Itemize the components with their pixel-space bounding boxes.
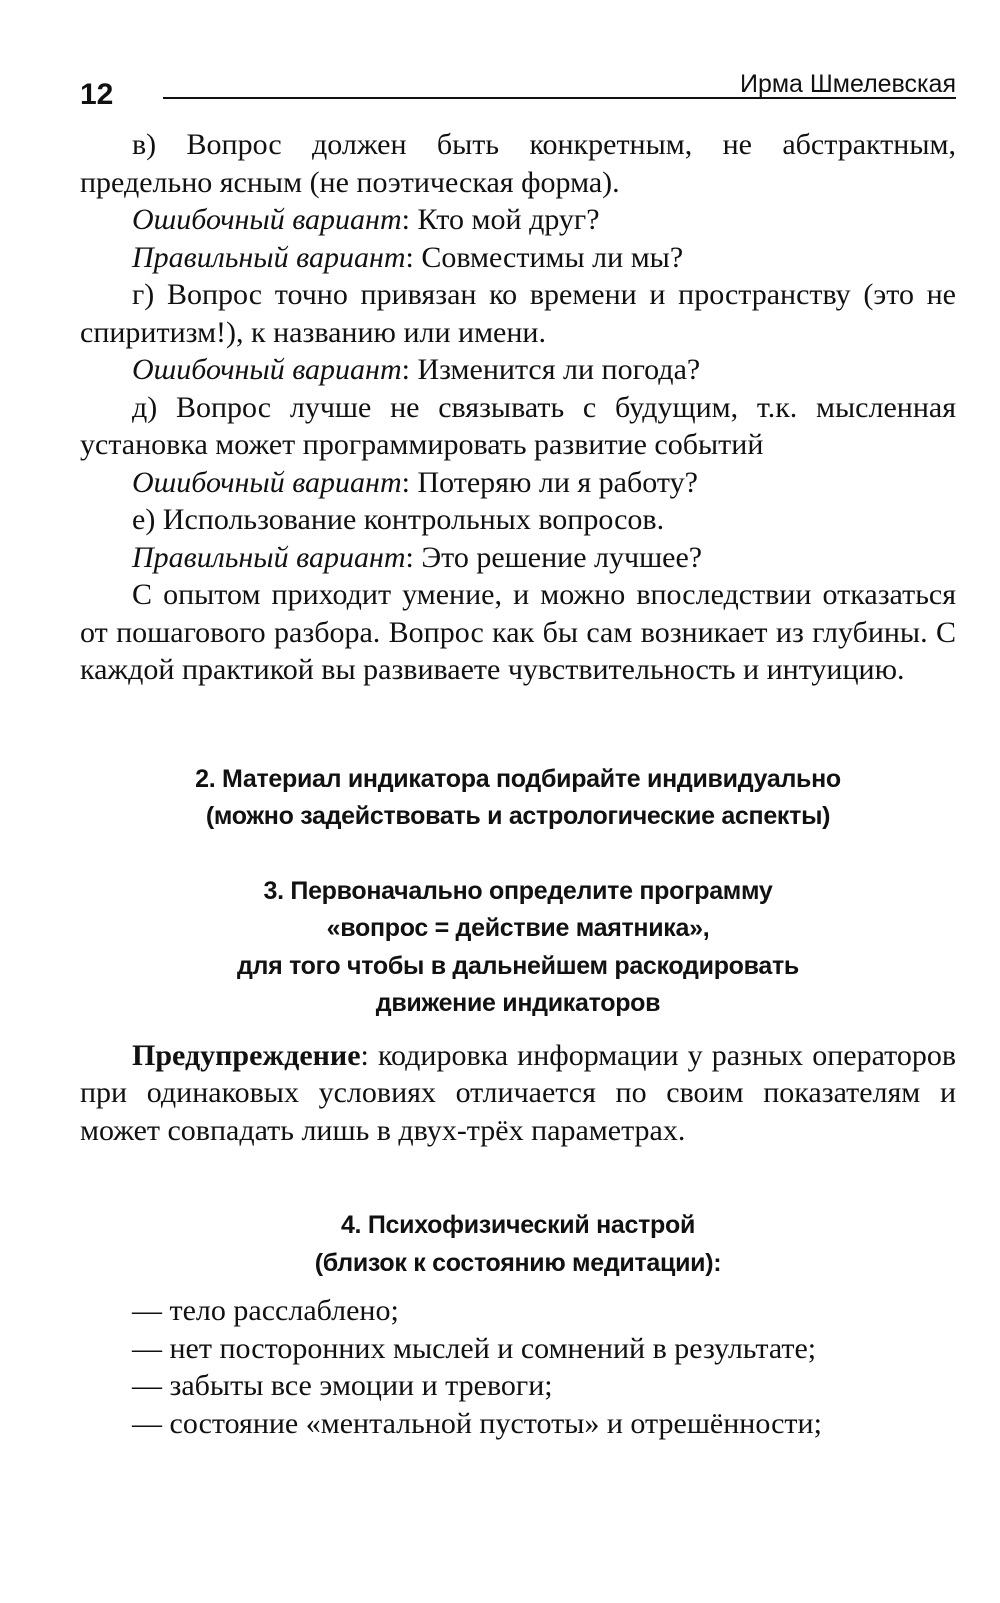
running-head-author: Ирма Шмелевская xyxy=(739,70,956,98)
list-item: — нет посторонних мыслей и сомнений в результате; xyxy=(132,1331,817,1365)
list-item: — тело расслаблено; xyxy=(132,1294,399,1327)
list-item: — забыты все эмоции и тревоги; xyxy=(132,1369,553,1402)
paragraph-v: в) Вопрос должен быть конкретным, не абстрактным, предельно ясным (не поэтическая форма). xyxy=(80,128,956,199)
page-body xyxy=(80,126,956,1442)
heading-line: движение индикаторов xyxy=(375,989,661,1017)
warning-paragraph xyxy=(80,1037,956,1150)
spacer xyxy=(80,1282,956,1292)
example-label: Ошибочный вариант xyxy=(132,353,402,386)
heading-line: 4. Психофизический настрой xyxy=(340,1211,696,1239)
example-text: : Потеряю ли я работу? xyxy=(401,465,698,499)
heading-line: для того чтобы в дальнейшем раскодировать xyxy=(236,951,799,980)
example-text: : Изменится ли погода? xyxy=(401,353,701,386)
page-number: 12 xyxy=(80,78,114,111)
list-item: — состояние «ментальной пустоты» и отрешённости; xyxy=(132,1406,822,1440)
example-right-e xyxy=(80,539,956,577)
paragraph-g: г) Вопрос точно привязан ко времени и пространству (это не спиритизм!), к названию или имени. xyxy=(80,278,956,349)
spacer xyxy=(80,689,956,761)
section-heading-3 xyxy=(80,873,956,1023)
heading-line: «вопрос = действие маятника», xyxy=(326,914,710,942)
header-rule xyxy=(163,97,956,99)
paragraph-e: е) Использование контрольных вопросов. xyxy=(132,503,665,536)
example-right-v xyxy=(80,239,956,277)
paragraph-d: д) Вопрос лучше не связывать с будущим, т.к. мысленная установка может программировать развитие событий xyxy=(80,390,956,461)
example-label: Ошибочный вариант xyxy=(132,203,402,236)
spacer xyxy=(80,1023,956,1037)
example-text: : Совместимы ли мы? xyxy=(405,240,684,274)
section-heading-2 xyxy=(80,761,956,836)
section-heading-4 xyxy=(80,1207,956,1282)
heading-line: (можно задействовать и астрологические аспекты) xyxy=(205,802,831,830)
example-label: Правильный вариант xyxy=(132,240,406,274)
example-wrong-v xyxy=(80,201,956,239)
warning-text: : кодировка информации у разных операторов при одинаковых условиях отличается по своим показателям и может совпадать лишь в двух-трёх параметрах. xyxy=(80,1038,956,1147)
heading-line: (близок к состоянию медитации): xyxy=(314,1248,722,1277)
warning-label: Предупреждение xyxy=(132,1038,361,1072)
example-label: Правильный вариант xyxy=(132,540,406,574)
heading-line: 2. Материал индикатора подбирайте индивидуально xyxy=(195,764,841,793)
spacer xyxy=(80,836,956,873)
example-text: : Это решение лучшее? xyxy=(405,540,703,574)
example-wrong-d xyxy=(80,464,956,502)
paragraph-experience: С опытом приходит умение, и можно впоследствии отказаться от пошагового разбора. Вопрос как бы сам возникает из глубины. С каждой практикой вы развиваете чувствительность и интуицию. xyxy=(80,578,956,686)
example-label: Ошибочный вариант xyxy=(132,465,402,499)
heading-line: 3. Первоначально определите программу xyxy=(263,876,773,905)
example-text: : Кто мой друг? xyxy=(401,203,600,236)
spacer xyxy=(80,1149,956,1207)
example-wrong-g xyxy=(80,351,956,389)
